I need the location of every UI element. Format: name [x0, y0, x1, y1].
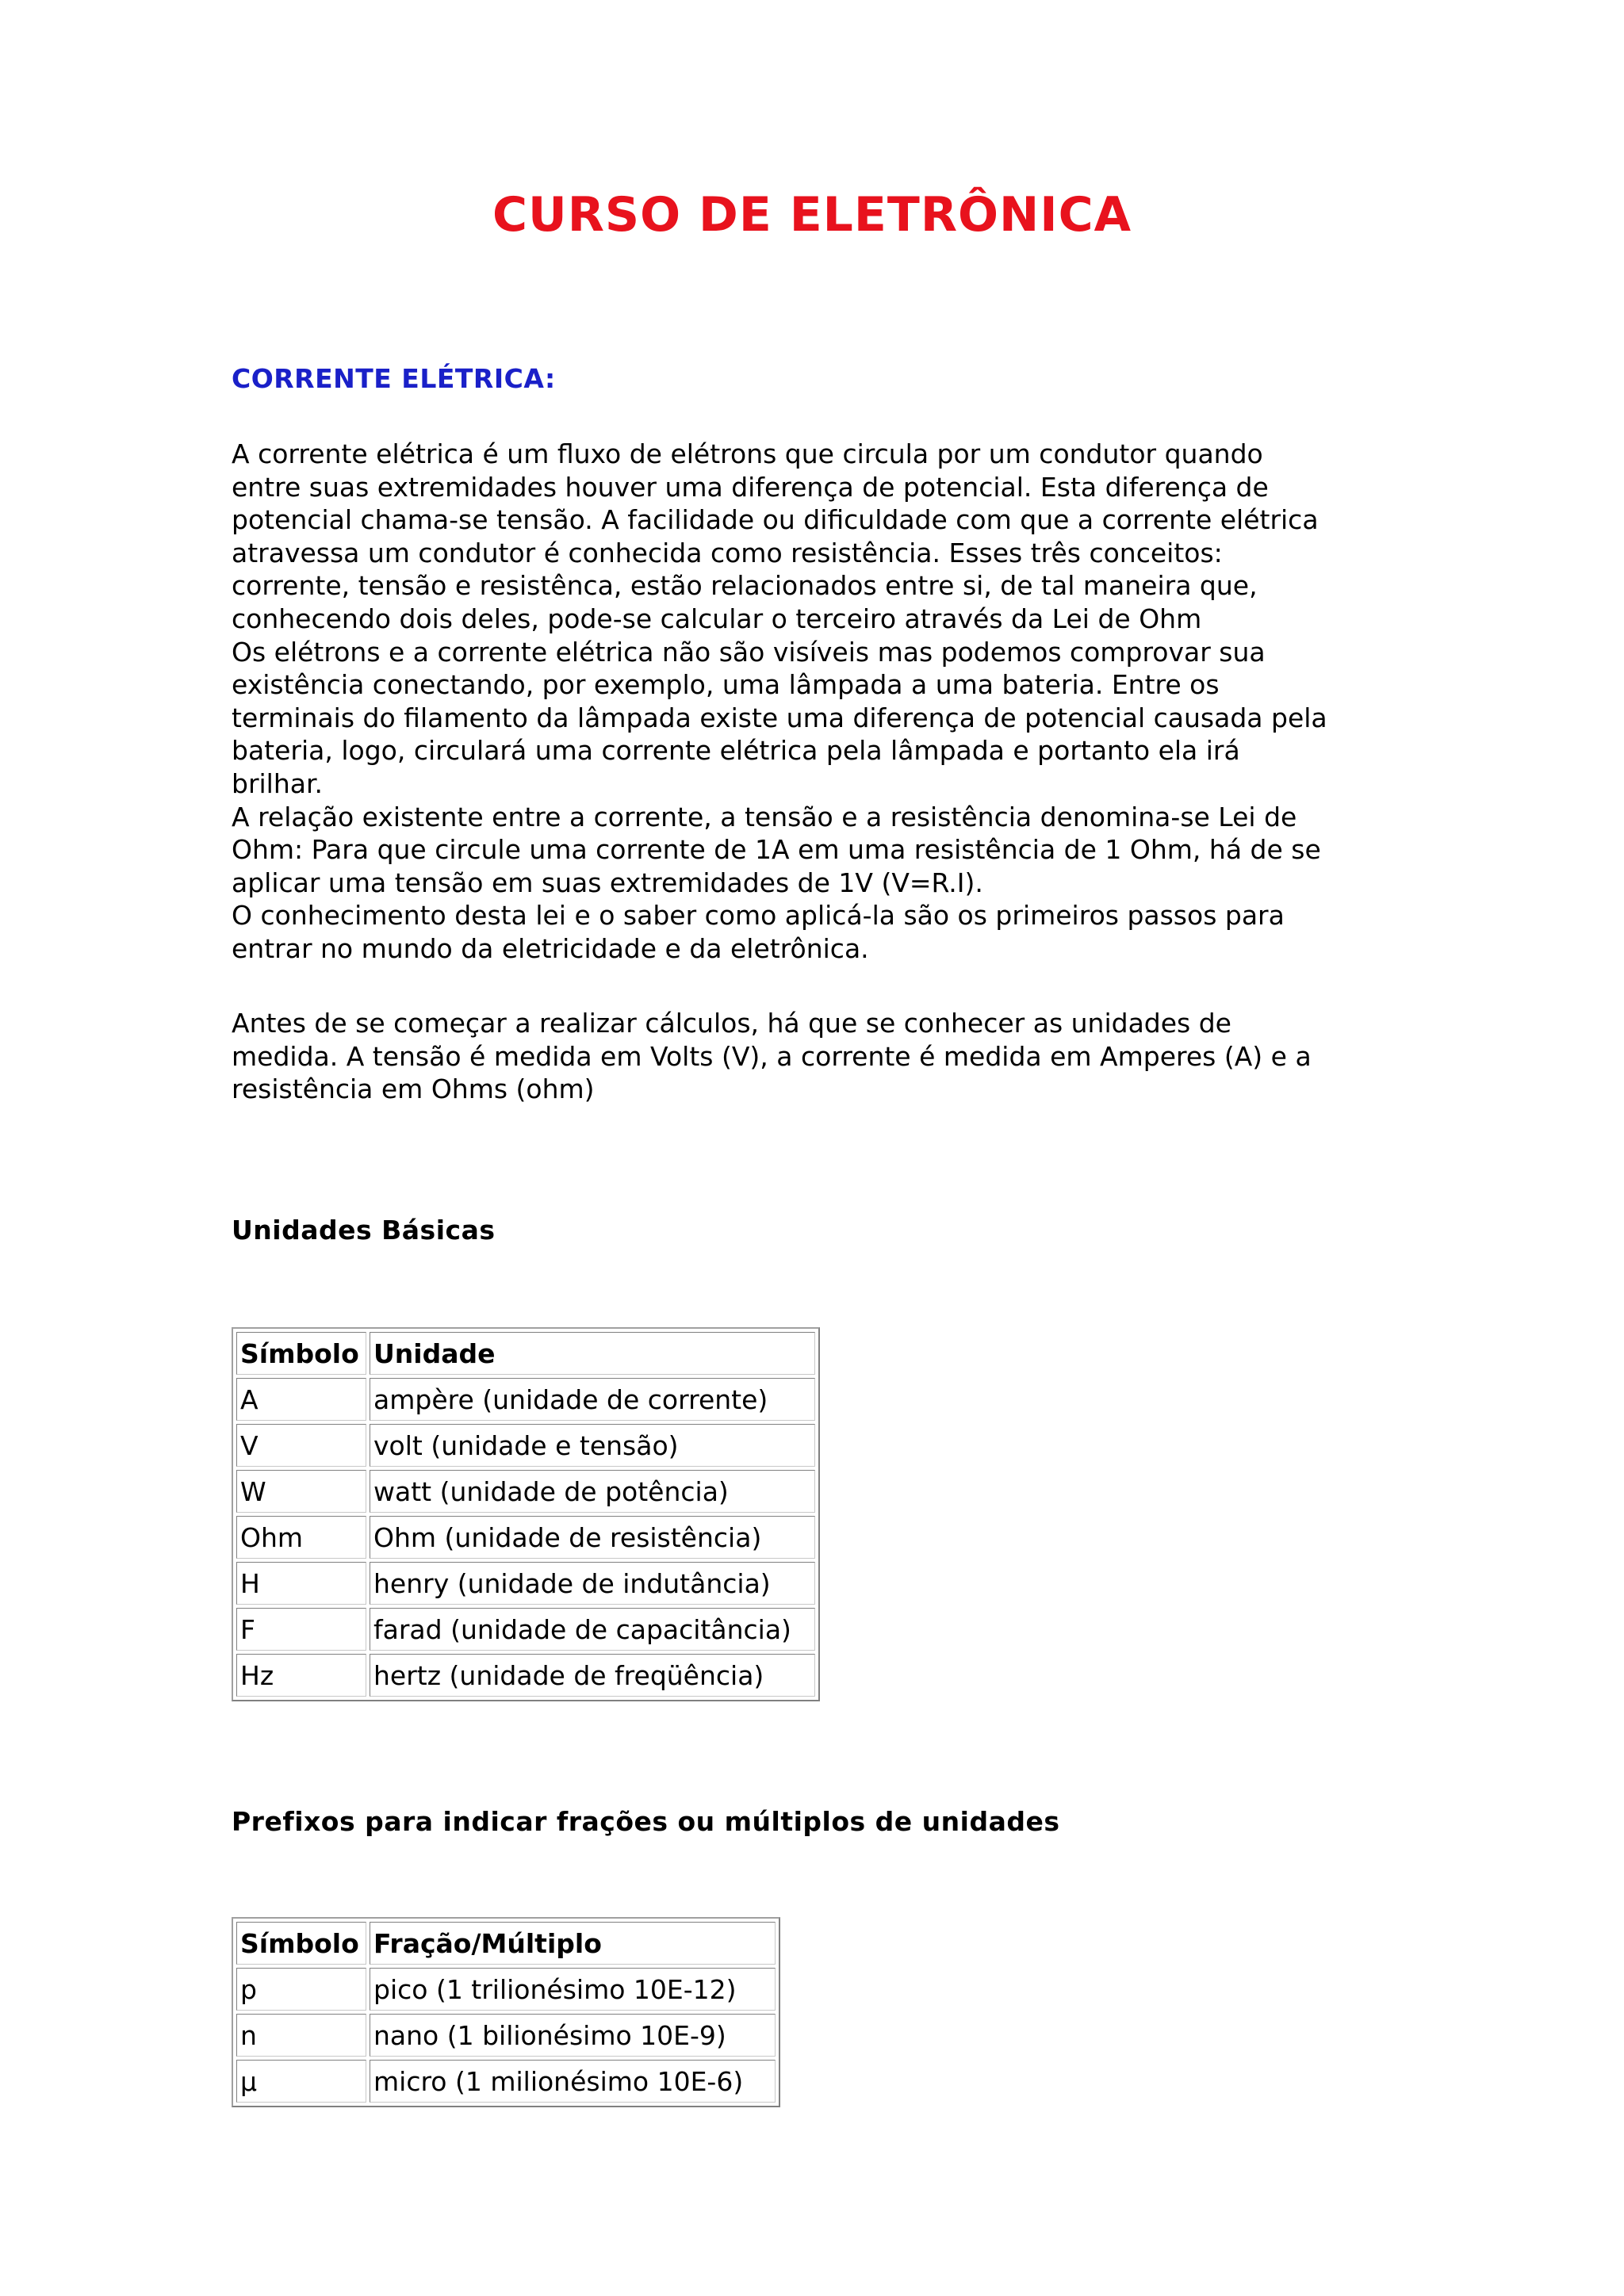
table-cell-symbol: V [236, 1424, 366, 1467]
table-header-cell: Fração/Múltiplo [370, 1922, 776, 1965]
section-heading-corrente-eletrica: CORRENTE ELÉTRICA: [232, 363, 556, 394]
table-cell-symbol: Hz [236, 1654, 366, 1697]
paragraph-intro: A corrente elétrica é um fluxo de elétrons que circula por um condutor quando entre suas extremidades houver uma diferença de potencial. Esta diferença de potencial chama-se tensão. A facilidade ou dificuldade com que a corrente elétrica atravessa um condutor é conhecida como resistência. Esses três conceitos: corrente, tensão e resistênca, estão relacionados entre si, de tal maneira que, conhecendo dois deles, pode-se calcular o terceiro através da Lei de Ohm Os elétrons e a corrente elétrica não são visíveis mas podemos comprovar sua existência conectando, por exemplo, uma lâmpada a uma bateria. Entre os terminais do filamento da lâmpada existe uma diferença de potencial causada pela bateria, logo, circulará uma corrente elétrica pela lâmpada e portanto ela irá brilhar. A relação existente entre a corrente, a tensão e a resistência denomina-se Lei de Ohm: Para que circule uma corrente de 1A em uma resistência de 1 Ohm, há de se aplicar uma tensão em suas extremidades de 1V (V=R.I). O conhecimento desta lei e o saber como aplicá-la são os primeiros passos para entrar no mundo da eletricidade e da eletrônica. [232, 438, 1327, 964]
table-row [236, 1516, 815, 1559]
table-cell-symbol: A [236, 1378, 366, 1421]
units-table [232, 1327, 820, 1701]
table-cell-unit: Ohm (unidade de resistência) [370, 1516, 815, 1559]
table-cell-symbol: n [236, 2014, 366, 2057]
table-row [236, 1378, 815, 1421]
table-row [236, 1608, 815, 1651]
table-row [236, 1654, 815, 1697]
paragraph-units-intro: Antes de se começar a realizar cálculos, há que se conhecer as unidades de medida. A tensão é medida em Volts (V), a corrente é medida em Amperes (A) e a resistência em Ohms (ohm) [232, 1008, 1312, 1105]
table-cell-symbol: p [236, 1968, 366, 2011]
table-row [236, 2060, 776, 2103]
table-header-cell: Símbolo [236, 1922, 366, 1965]
table-cell-unit: volt (unidade e tensão) [370, 1424, 815, 1467]
units-heading: Unidades Básicas [232, 1215, 496, 1246]
table-cell-symbol: H [236, 1562, 366, 1605]
table-cell-symbol: W [236, 1470, 366, 1513]
table-cell-symbol: Ohm [236, 1516, 366, 1559]
table-cell-unit: watt (unidade de potência) [370, 1470, 815, 1513]
table-cell-symbol: µ [236, 2060, 366, 2103]
table-cell-unit: ampère (unidade de corrente) [370, 1378, 815, 1421]
table-cell-fraction: micro (1 milionésimo 10E-6) [370, 2060, 776, 2103]
table-header-cell: Unidade [370, 1332, 815, 1375]
page-title: CURSO DE ELETRÔNICA [492, 187, 1132, 243]
table-row [236, 1968, 776, 2011]
prefix-table [232, 1917, 780, 2107]
table-cell-fraction: pico (1 trilionésimo 10E-12) [370, 1968, 776, 2011]
table-header-row [236, 1332, 815, 1375]
table-cell-unit: henry (unidade de indutância) [370, 1562, 815, 1605]
table-cell-unit: farad (unidade de capacitância) [370, 1608, 815, 1651]
table-row [236, 1562, 815, 1605]
table-cell-unit: hertz (unidade de freqüência) [370, 1654, 815, 1697]
table-header-cell: Símbolo [236, 1332, 366, 1375]
table-cell-symbol: F [236, 1608, 366, 1651]
table-row [236, 1424, 815, 1467]
table-row [236, 1470, 815, 1513]
table-row [236, 2014, 776, 2057]
prefix-heading: Prefixos para indicar frações ou múltiplos de unidades [232, 1806, 1060, 1837]
table-header-row [236, 1922, 776, 1965]
table-cell-fraction: nano (1 bilionésimo 10E-9) [370, 2014, 776, 2057]
